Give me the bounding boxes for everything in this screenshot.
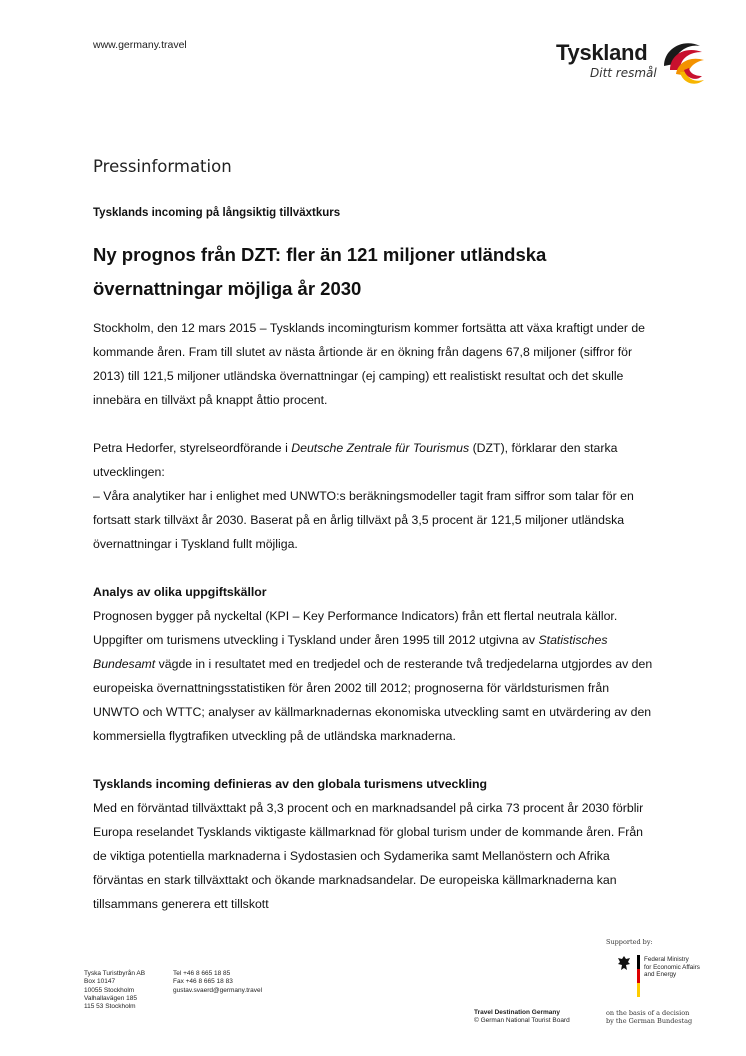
subheading-sources: Analys av olika uppgiftskällor <box>93 585 267 599</box>
document-type: Pressinformation <box>93 157 232 176</box>
swirl-logo-icon <box>656 36 712 92</box>
kicker: Tysklands incoming på långsiktig tillväxtkurs <box>93 207 341 219</box>
paragraph-quote-intro: Petra Hedorfer, styrelseordförande i Deutsche Zentrale für Tourismus (DZT), förklarar den starka utvecklingen: <box>93 441 618 479</box>
ministry-logo <box>617 955 727 997</box>
paragraph-global: Med en förväntad tillväxttakt på 3,3 procent och en marknadsandel på cirka 73 procent år 2030 förblir Europa reselandet Tysklands viktigaste källmarknad för global turism under de kommande åren. Från de viktiga potentiella marknaderna i Sydostasien och Sydamerika samt Mellanöstern och Afrika förväntas en stark tillväxttakt och ökande marknadsandelar. De europeiska källmarknaderna kan tillsammans generera ett tillskott <box>93 801 644 911</box>
footer-basis: on the basis of a decision by the German Bundestag <box>606 1009 693 1025</box>
source-name: Statistisches Bundesamt <box>93 633 608 671</box>
article-body <box>93 316 653 916</box>
tyskland-logo <box>556 36 716 96</box>
website-url[interactable]: www.germany.travel <box>93 39 187 51</box>
subheading-global: Tysklands incoming definieras av den globala turismens utveckling <box>93 777 488 791</box>
headline: Ny prognos från DZT: fler än 121 miljoner utländska övernattningar möjliga år 2030 <box>93 244 547 299</box>
paragraph-sources: Prognosen bygger på nyckeltal (KPI – Key Performance Indicators) från ett flertal neutrala källor. Uppgifter om turismens utveckling i Tyskland under åren 1995 till 2012 utgivna av Statistisches Bundesamt vägde in i resultatet med en tredjedel och de resterande två tredjedelarna utgjordes av den europeiska övernattningsstatistiken för åren 2002 till 2012; prognoserna för världsturismen från UNWTO och WTTC; analyser av källmarknadernas ekonomiska utveckling samt en utvärdering av den kommersiella flygtrafiken utveckling på de utländska marknaderna. <box>93 609 653 743</box>
paragraph-quote: – Våra analytiker har i enlighet med UNWTO:s beräkningsmodeller tagit fram siffror som talar för en fortsatt stark tillväxt år 2030. Baserat på en årlig tillväxt på 3,5 procent är 121,5 miljoner utländska övernattningar i Tyskland fullt möjliga. <box>93 489 634 551</box>
paragraph-intro: Stockholm, den 12 mars 2015 – Tysklands incomingturism kommer fortsätta att växa kraftigt under de kommande åren. Fram till slutet av nästa årtionde är en ökning från dagens 67,8 miljoner (siffror för 2013) till 121,5 miljoner utländska övernattningar (ej camping) ett realistiskt resultat och det skulle innebära en tillväxt på knappt åttio procent. <box>93 321 646 407</box>
logo-title: Tyskland <box>556 40 648 65</box>
contact-email[interactable]: gustav.svaerd@germany.travel <box>173 986 263 994</box>
supported-by-label: Supported by: <box>606 938 653 946</box>
footer-tdg: Travel Destination Germany © German National Tourist Board <box>474 1009 570 1024</box>
organization-name: Deutsche Zentrale für Tourismus <box>291 441 470 455</box>
logo-subtitle: Ditt resmål <box>590 66 657 80</box>
eagle-icon <box>617 955 631 973</box>
german-flag-bar <box>637 955 640 997</box>
footer-contact: Tel +46 8 665 18 85 Fax +46 8 665 18 83 gustav.svaerd@germany.travel <box>173 970 263 994</box>
ministry-name: Federal Ministry for Economic Affairs and Energy <box>644 956 700 978</box>
footer-address: Tyska Turistbyrån AB Box 10147 10055 Stockholm Valhallavägen 185 115 53 Stockholm <box>84 970 146 1011</box>
